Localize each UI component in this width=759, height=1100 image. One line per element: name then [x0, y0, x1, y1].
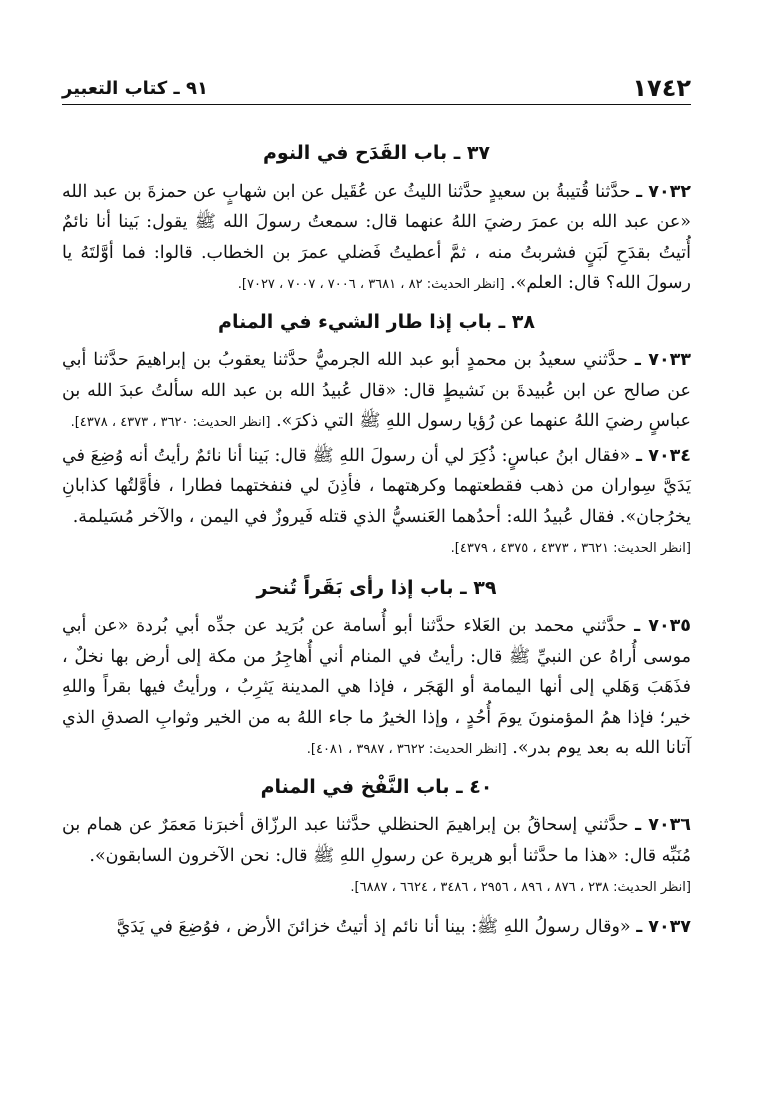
page-number: ١٧٤٢	[632, 74, 691, 102]
hadith-number: ٧٠٣٧ ـ	[636, 916, 691, 937]
hadith-text: حدَّثني محمد بن العَلاء حدَّثنا أبو أُسامة عن بُرَيد عن جدِّه أبي بُردة «عن أبي موسى أُراهُ عن النبيِّ ﷺ قال: رأيتُ في المنام أني أُهاجِرُ من مكة إلى أرض بها نخلٌ ، فذَهَبَ وَهَلي إلى أنها اليمامة أو الهَجَر ، فإذا هي المدينة يَثرِبُ ، ورأيتُ فيها بقراً واللهِ خير؛ فإذا همُ المؤمنونَ يومَ أُحُدٍ ، وإذا الخيرُ ما جاء اللهُ به من الخير وثوابِ الصدقِ الذي آتانا الله به بعد يوم بدر».	[62, 616, 691, 758]
hadith-paragraph	[62, 611, 691, 766]
book-title: ٩١ ـ كتاب التعبير	[62, 77, 208, 99]
hadith-number: ٧٠٣٤ ـ	[636, 445, 691, 466]
hadith-number: ٧٠٣٥ ـ	[634, 616, 691, 636]
hadith-reference: [انظر الحديث: ٣٦٢١ ، ٤٣٧٣ ، ٤٣٧٥ ، ٤٣٧٩].	[450, 541, 691, 556]
hadith-paragraph	[62, 912, 691, 943]
hadith-paragraph	[62, 345, 691, 439]
chapter-title: ٤٠ ـ باب النَّفْخ في المنام	[260, 775, 493, 798]
chapter-title: ٣٩ ـ باب إذا رأى بَقَراً تُنحر	[256, 576, 497, 599]
page-body	[62, 132, 691, 944]
hadith-reference: [انظر الحديث: ٢٣٨ ، ٨٧٦ ، ٨٩٦ ، ٢٩٥٦ ، ٣٤٨٦ ، ٦٦٢٤ ، ٦٨٨٧].	[350, 880, 691, 895]
hadith-text: حدَّثني سعيدُ بن محمدٍ أبو عبد الله الجرميُّ حدَّثنا يعقوبُ بن إبراهيمَ حدَّثنا أبي عن صالح عن ابن عُبيدةَ بن نَشيطٍ قال: «قال عُبيدُ الله بن عبد الله سألتُ عبدَ الله بن عباسٍ رضيَ اللهُ عنهما عن رُؤيا رسول اللهِ ﷺ التي ذكرَ».	[62, 350, 691, 431]
hadith-reference: [انظر الحديث: ٣٦٢٢ ، ٣٩٨٧ ، ٤٠٨١].	[306, 742, 507, 757]
hadith-reference: [انظر الحديث: ٨٢ ، ٣٦٨١ ، ٧٠٠٦ ، ٧٠٠٧ ، ٧٠٢٧].	[237, 277, 505, 292]
hadith-text: «فقال ابنُ عباسٍ: ذُكِرَ لي أن رسولَ اللهِ ﷺ قال: بَينا أنا نائمٌ رأيتُ أنه وُضِعَ في يَدَيَّ سِواران من ذهب فقطعتهما وكرهتهما ، فأذِنَ لي فنفختهما فطارا ، فأوَّلتُها كذابانِ يخرُجان». فقال عُبيدُ الله: أحدُهما العَنسيُّ الذي قتله فَيروزٌ في اليمن ، والآخر مُسَيلمة.	[62, 445, 691, 527]
hadith-number: ٧٠٣٣ ـ	[634, 350, 691, 370]
hadith-reference: [انظر الحديث: ٣٦٢٠ ، ٤٣٧٣ ، ٤٣٧٨].	[70, 415, 271, 430]
hadith-text: حدَّثني إسحاقُ بن إبراهيمَ الحنظلي حدَّثنا عبد الرزّاق أخبرَنا مَعمَرٌ عن همام بن مُنَبِّه قال: «هذا ما حدَّثنا أبو هريرة عن رسولِ اللهِ ﷺ قال: نحن الآخرون السابقون».	[62, 815, 691, 866]
hadith-number: ٧٠٣٢ ـ	[636, 181, 691, 202]
hadith-paragraph	[62, 177, 691, 301]
hadith-paragraph	[62, 810, 691, 871]
chapter-title: ٣٨ ـ باب إذا طار الشيء في المنام	[218, 310, 535, 333]
chapter-title: ٣٧ ـ باب القَدَح في النوم	[262, 142, 491, 164]
hadith-text: حدَّثنا قُتيبةُ بن سعيدٍ حدَّثنا الليثُ عن عُقَيل عن ابن شهابٍ عن حمزةَ بن عبد الله «عن عبد الله بن عمرَ رضيَ اللهُ عنهما قال: سمعتُ رسولَ الله ﷺ يقول: بَينا أنا نائمٌ أُتيتُ بقدَحِ لَبَنٍ فشربتُ منه ، ثمَّ أعطيتُ فَضلي عمرَ بن الخطاب. قالوا: فما أوَّلتَهُ يا رسولَ الله؟ قال: العلم».	[62, 181, 691, 293]
page-header	[62, 72, 691, 105]
hadith-text: «وقال رسولُ اللهِ ﷺ: بينا أنا نائم إذ أتيتُ خزائنَ الأرض ، فوُضِعَ في يَدَيَّ	[116, 916, 631, 937]
hadith-number: ٧٠٣٦ ـ	[635, 815, 691, 835]
hadith-paragraph	[62, 441, 691, 533]
